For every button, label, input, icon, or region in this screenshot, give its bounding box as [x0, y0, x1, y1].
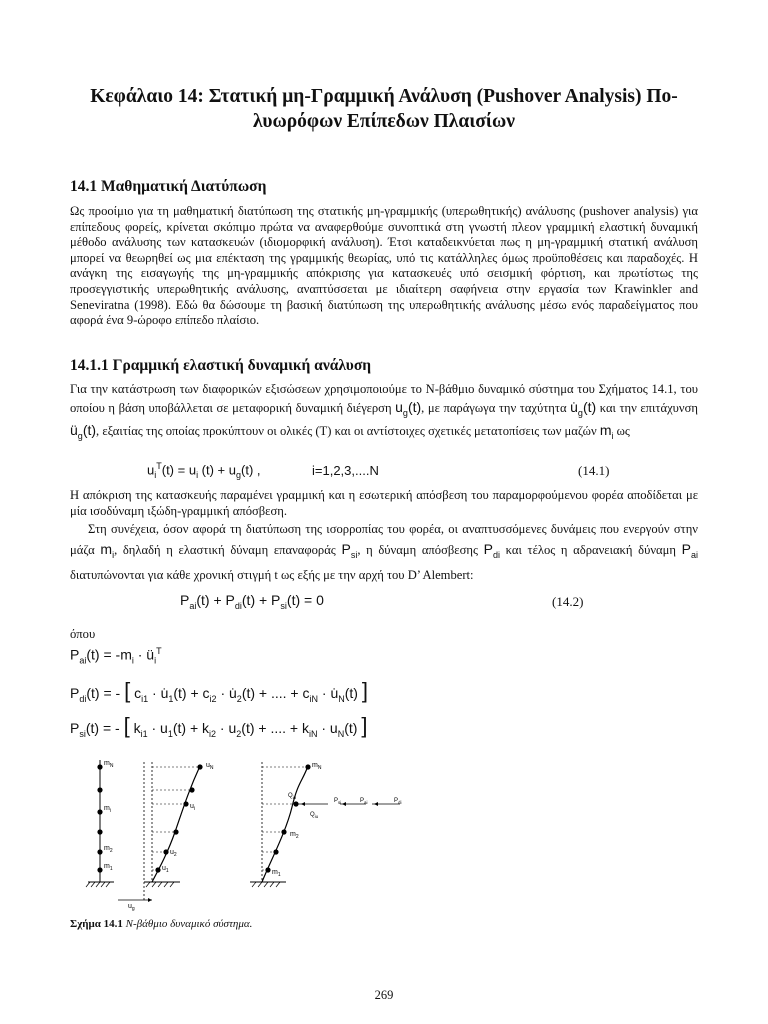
label-ug: $u_g$	[128, 903, 135, 912]
mass-node	[163, 849, 168, 854]
where-label: όπου	[70, 627, 96, 641]
deformed-column	[118, 762, 214, 912]
ug-ddot-symbol: $ü_g(t)$	[70, 421, 97, 441]
equation-pdi: $P_{di}(t)$ = - [ $c_{i1}$ · $u̇_1(t) + c_{i2}$ · $u̇_2(t)$ + .... + $c_{iN}$ · $u̇_N(t)$ ]	[70, 678, 368, 704]
label-m2-2: $m_2$	[290, 831, 299, 840]
chapter-title-line2: λυωρόφων Επίπεδων Πλαισίων	[253, 111, 515, 132]
label-Qiu: $Q_{iu}$	[310, 812, 319, 819]
equation-14-1-range: i=1,2,3,....N	[312, 463, 379, 478]
equation-14-2: $P_{ai}(t) + P_{di}(t) + P_{si}(t) = 0$	[180, 592, 324, 611]
page-number: 269	[374, 988, 394, 1002]
label-mN-2: $m_N$	[312, 762, 322, 771]
label-Psi: $P_{si}$	[334, 798, 342, 805]
mass-node	[273, 849, 278, 854]
mass-node	[305, 764, 310, 769]
equation-pai: $P_{ai}(t) = -m_i$ · $ü_i^T$	[70, 646, 162, 666]
mass-node	[265, 867, 270, 872]
mass-node	[155, 867, 160, 872]
chapter-title-line1: Κεφάλαιο 14: Στατική μη-Γραμμική Ανάλυση (Pushover Analysis) Πο-	[90, 86, 678, 107]
ug-dot-symbol: $u̇_g(t)$	[570, 398, 597, 418]
pai-symbol: $P_{ai}$	[681, 541, 698, 560]
mass-node	[183, 801, 188, 806]
equation-14-2-number: (14.2)	[552, 594, 584, 609]
ug-symbol: $u_g(t)$	[395, 398, 422, 418]
section-heading-14-1: 14.1 Μαθηματική Διατύπωση	[70, 178, 267, 195]
mass-node	[97, 809, 102, 814]
label-m2: $m_2$	[104, 845, 113, 854]
label-Pdi: $P_{di}$	[394, 798, 402, 805]
label-u1: $u_1$	[162, 865, 169, 874]
section-heading-14-1-1: 14.1.1 Γραμμική ελαστική δυναμική ανάλυση	[70, 357, 372, 374]
mass-node	[97, 764, 102, 769]
mi-symbol-2: $m_i$	[100, 541, 115, 560]
equation-14-1: $u_i^T(t) = u_i$ $(t) + u_g(t)$ ,	[147, 461, 261, 480]
equation-14-1-number: (14.1)	[578, 463, 610, 478]
label-m1-2: $m_1$	[272, 869, 281, 878]
mi-symbol: $m_i$	[599, 421, 614, 441]
mass-node	[97, 867, 102, 872]
paragraph-intro: Ως προοίμιο για τη μαθηματική διατύπωση της στατικής μη-γραμμικής (υπερωθητικής) ανάλυσης (pushover analysis) για επίπεδους φορείς, κρίνεται σκόπιμο πρώτα να αναφερθούμε συνοπτικά στη γνωστή πλεον γραμμική ελαστική δυναμική μέθοδο ανάλυσης των κατασκευών (ιδιομορφική ανάλυση). Έτσι καταδεικνύεται πως η μη-γραμμική στατική ανάλυση μπορεί να θεωρηθεί ως μια επέκταση της γραμμικής θεωρίας, υπό τις κατάλληλες όμως προϋποθέσεις και παραδοχές. Η ανάγκη της εισαγωγής της μη-γραμμικής απόκρισης για κατασκευές υπό σεισμική φόρτιση, και πρωτίστως της προσεγγιστικής υπερωθητικής ανάλυσης, αναπτύσσεται με ιδιαίτερη σαφήνεια στην εργασία των Krawinkler and Seneviratna (1998). Εδώ θα δώσουμε τη βασική διατύπωση της υπερωθητικής ανάλυσης μέσω ενός παραδείγματος που αφορά ένα 9-ώροφο επίπεδο πλαίσιο.	[70, 204, 698, 328]
mass-node	[97, 787, 102, 792]
label-Qio: $Q_{io}$	[288, 793, 297, 800]
label-Pai: $P_{ai}$	[360, 798, 368, 805]
paragraph-equations-setup: Για την κατάστρωση των διαφορικών εξισώσεων χρησιμοποιούμε το Ν-βάθμιο δυναμικό σύστημα του Σχήματος 14.1, του οποίου η βάση υποβάλλεται σε μεταφορική δυναμική διέγερση $u_g(t)$, με παράγωγα την ταχύτητα $u̇_g(t)$ και την επιτάχυνση $ü_g(t)$, εξαιτίας της οποίας προκύπτουν οι ολικές (T) και οι αντίστοιχες σχετικές μετατοπίσεις των μαζών $m_i$ ως	[70, 382, 698, 441]
paragraph-equilibrium: Στη συνέχεια, όσον αφορά τη διατύπωση της ισορροπίας του φορέα, οι αναπτυσσόμενες δυνάμεις που ενεργούν στην μάζα $m_i$, δηλαδή η ελαστική δύναμη επαναφοράς $P_{si}$, η δύναμη απόσβεσης $P_{di}$ και τέλος η αδρανειακή δύναμη $P_{ai}$ διατυπώνονται για κάθε χρονική στιγμή t ως εξής με την αρχή του D’ Alembert:	[70, 522, 698, 582]
mass-node	[97, 829, 102, 834]
label-mi: $m_i$	[104, 805, 111, 814]
pdi-symbol: $P_{di}$	[483, 541, 500, 560]
figure-n-dof-system	[80, 752, 420, 912]
paragraph-linear-response: Η απόκριση της κατασκευής παραμένει γραμμική και η εσωτερική απόσβεση του παραμορφούμενου φορέα αποδίδεται με μία ισοδύναμη ιξώδη-γραμμική απόσβεση.	[70, 488, 698, 518]
mass-node	[197, 764, 202, 769]
undeformed-column	[86, 760, 114, 887]
equation-psi: $P_{si}(t)$ = - [ $k_{i1} \cdot u_1(t) + k_{i2} \cdot u_2(t)$ + .... + $k_{iN} \cdot u_N(t)$ ]	[70, 713, 368, 739]
label-u2: $u_2$	[170, 849, 177, 858]
mass-node	[173, 829, 178, 834]
label-uN: $u_N$	[206, 762, 214, 771]
label-m1: $m_1$	[104, 863, 113, 872]
chapter-title	[60, 84, 708, 134]
mass-node	[281, 829, 286, 834]
label-mN: $m_N$	[104, 760, 114, 769]
label-ui: $u_i$	[190, 803, 196, 812]
psi-symbol: $P_{si}$	[341, 541, 358, 560]
figure-caption: Σχήμα 14.1 Ν-βάθμιο δυναμικό σύστημα.	[70, 918, 253, 930]
mass-node	[189, 787, 194, 792]
free-body-column	[250, 762, 402, 887]
mass-node	[97, 849, 102, 854]
